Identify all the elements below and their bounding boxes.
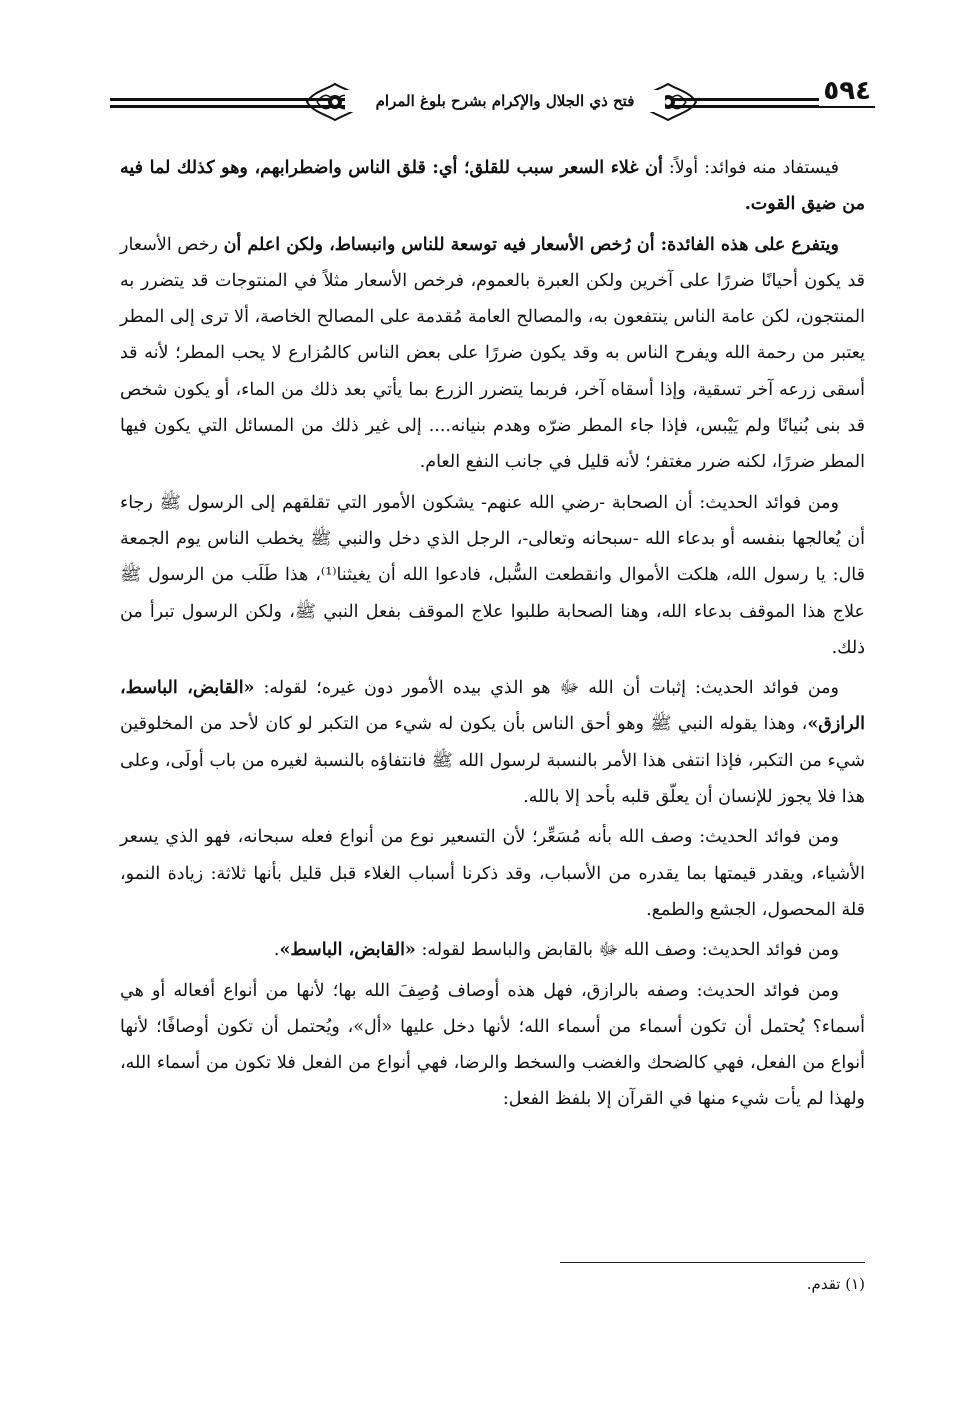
footnote: (١) تقدم. — [806, 1275, 865, 1293]
text-segment: ، وهذا يقوله النبي ﷺ وهو أحق الناس بأن يكون له شيء من التكبر لو كان لأحد من المخلوقين شيء من التكبر، فإذا انتفى هذا الأمر بالنسبة لرسول الله ﷺ فانتفاؤه بالنسبة لغيره من باب أولَى، وعلى هذا فلا يجوز للإنسان أن يعلّق قلبه بأحد إلا بالله. — [120, 714, 865, 808]
body-text — [120, 150, 865, 1122]
text-segment: رخص الأسعار قد يكون أحيانًا ضررًا على آخرين ولكن العبرة بالعموم، فرخص الأسعار مثلاً في المنتوجات قد يتضرر به المنتجون، لكن عامة الناس ينتفعون به، والمصالح العامة مُقدمة على المصالح الخاصة، ألا ترى إلى المطر يعتبر من رحمة الله ويفرح الناس به وقد يكون ضررًا على بعض الناس كالمُزارع لا يحب المطر؛ لأنه قد أسقى زرعه آخر تسقية، وإذا أسقاه آخر، فربما يتضرر الزرع بما يأتي بعد ذلك من الماء، أو يكون شخص قد بنى بُنيانًا ولم يَيْبس، فإذا جاء المطر ضرّه وهدم بنيانه.... إلى غير ذلك من المسائل التي يكون فيها المطر ضررًا، لكنه ضرر مغتفر؛ لأنه قليل في جانب النفع العام. — [120, 234, 865, 473]
paragraph — [120, 227, 865, 481]
text-segment: ومن فوائد الحديث: أن الصحابة -رضي الله عنهم- يشكون الأمور التي تقلقهم إلى الرسول ﷺ رجاء أن يُعالجها بنفسه أو بدعاء الله -سبحانه وتعالى-، الرجل الذي دخل والنبي ﷺ يخطب الناس يوم الجمعة قال: يا رسول الله، هلكت الأموال وانقطعت السُّبل، فادعوا الله أن يغيثنا⁽¹⁾، هذا طَلَب من الرسول ﷺ علاج هذا الموقف بدعاء الله، وهنا الصحابة طلبوا علاج الموقف بفعل النبي ﷺ، ولكن الرسول تبرأ من ذلك. — [120, 492, 865, 658]
text-segment: «القابض، الباسط، الرازق» — [120, 678, 865, 735]
paragraph — [120, 150, 865, 223]
running-title: فتح ذي الجلال والإكرام بشرح بلوغ المرام — [345, 90, 665, 112]
page-header — [110, 76, 875, 136]
paragraph — [120, 819, 865, 928]
paragraph — [120, 932, 865, 968]
text-segment: ومن فوائد الحديث: وصف الله بأنه مُسَعِّر؛ لأن التسعير نوع من أنواع فعله سبحانه، فهو الذي يسعر الأشياء، ويقدر قيمتها بما يقدره من الأسباب، وقد ذكرنا أسباب الغلاء قبل قليل بأنها ثلاثة: زيادة النمو، قلة المحصول، الجشع والطمع. — [120, 827, 865, 920]
footnote-rule — [560, 1262, 865, 1263]
text-segment: «القابض، الباسط» — [279, 940, 416, 961]
text-segment: ومن فوائد الحديث: إثبات أن الله ﷻ هو الذي بيده الأمور دون غيره؛ لقوله: — [254, 678, 839, 699]
paragraph — [120, 973, 865, 1118]
paragraph — [120, 485, 865, 666]
text-segment: . — [273, 940, 280, 961]
text-segment: ومن فوائد الحديث: وصفه بالرازق، فهل هذه أوصاف وُصِفَ الله بها؛ لأنها من أنواع أفعاله أو هي أسماء؟ يُحتمل أن تكون أسماء من أسماء الله؛ لأنها دخل عليها «أل»، ويُحتمل أن تكون أوصافًا؛ لأنها أنواع من الفعل، فهي كالضحك والغضب والسخط والرضا، فهي أنواع من الفعل فلا تكون من أسماء الله، ولهذا لم يأت شيء منها في القرآن إلا بلفظ الفعل: — [120, 980, 865, 1110]
text-segment: ويتفرع على هذه الفائدة: أن رُخص الأسعار فيه توسعة للناس وانبساط، ولكن اعلم أن — [223, 234, 839, 255]
paragraph — [120, 670, 865, 815]
text-segment: فيستفاد منه فوائد: أولاً: — [662, 158, 839, 178]
page-number: ٥٩٤ — [819, 76, 875, 106]
text-segment: أن غلاء السعر سبب للقلق؛ أي: قلق الناس واضطرابهم، وهو كذلك لما فيه من ضيق القوت. — [120, 158, 865, 215]
text-segment: ومن فوائد الحديث: وصف الله ﷻ بالقابض والباسط لقوله: — [415, 940, 839, 961]
